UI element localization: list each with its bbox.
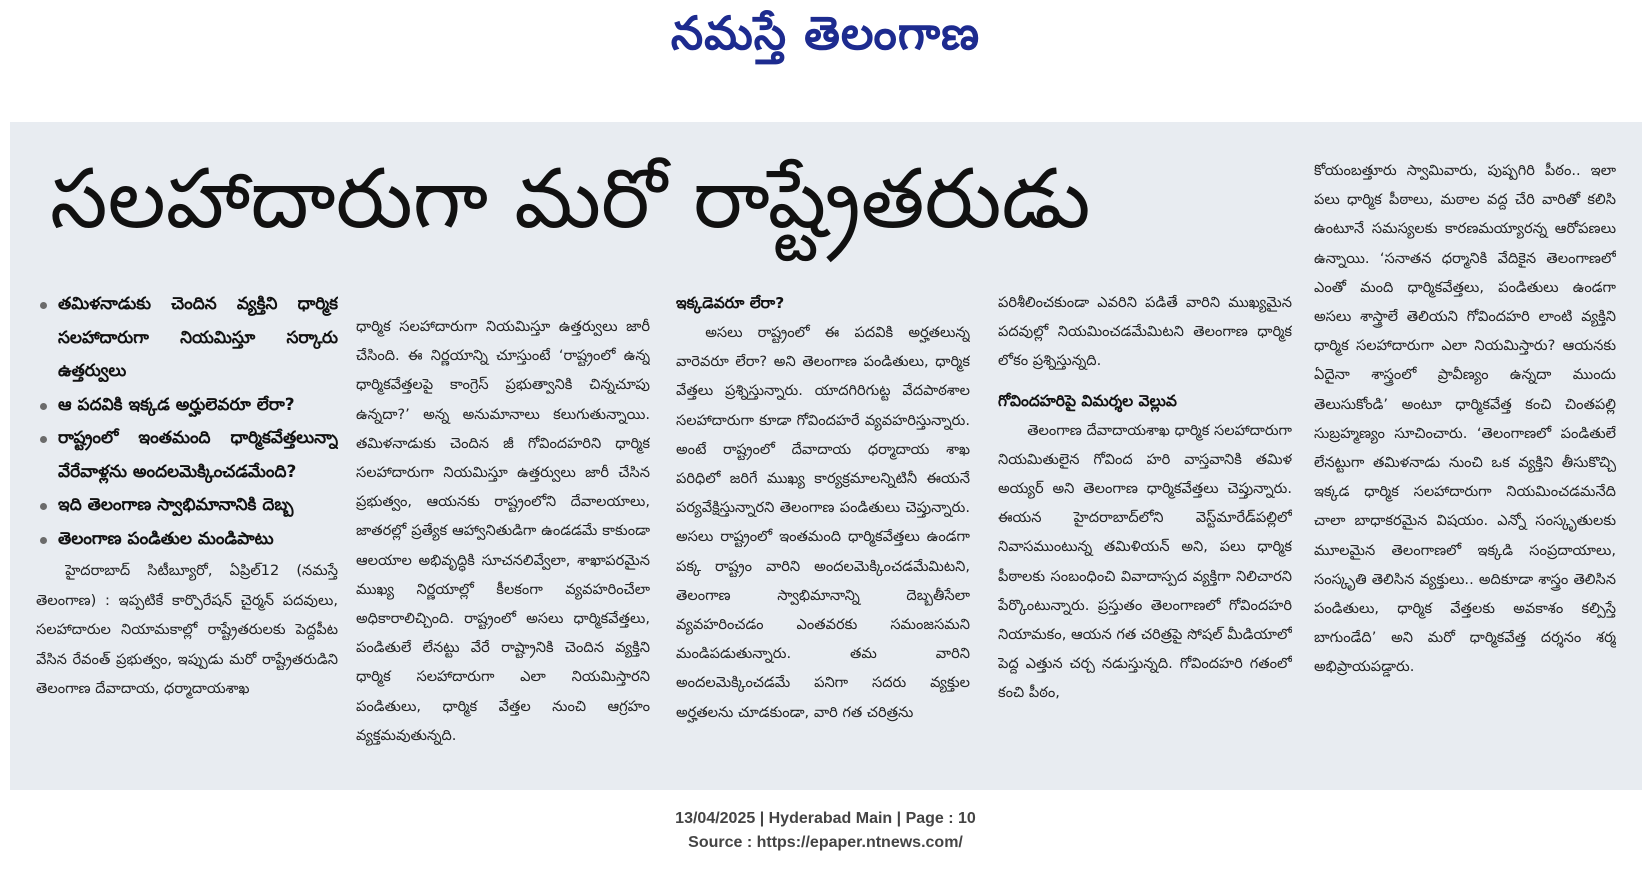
article-column-2	[356, 312, 650, 768]
bullet-point: తెలంగాణ పండితుల మండిపాటు	[36, 523, 338, 557]
bullet-point: రాష్ట్రంలో ఇంతమంది ధార్మికవేత్తలున్నా వేరేవాళ్లను అందలమెక్కించడమేంది?	[36, 422, 338, 489]
body-paragraph: ధార్మిక సలహాదారుగా నియమిస్తూ ఉత్తర్వులు జారీ చేసింది. ఈ నిర్ణయాన్ని చూస్తుంటే ‘రాష్ట్రంలో ఉన్న ధార్మికవేత్తలపై కాంగ్రెస్ ప్రభుత్వానికి చిన్నచూపు ఉన్నదా?’ అన్న అనుమానాలు కలుగుతున్నాయి. తమిళనాడుకు చెందిన జీ గోవిందహరిని ధార్మిక సలహాదారుగా నియమిస్తూ ఉత్తర్వులు జారీ చేసిన ప్రభుత్వం, ఆయనకు రాష్ట్రంలోని దేవాలయాలు, జాతరల్లో ప్రత్యేక ఆహ్వానితుడిగా ఉండడమే కాకుండా ఆలయాల అభివృద్ధికి సూచనలివ్వేలా, శాఖాపరమైన ముఖ్య నిర్ణయాల్లో కీలకంగా వ్యవహరించేలా అధికారాలిచ్చింది. రాష్ట్రంలో అసలు ధార్మికవేత్తలు, పండితులే లేనట్టు వేరే రాష్ట్రానికి చెందిన వ్యక్తిని ధార్మిక సలహాదారుగా ఎలా నియమిస్తారని పండితులు, ధార్మిక వేత్తల నుంచి ఆగ్రహం వ్యక్తమవుతున్నది.	[356, 318, 650, 744]
dateline-paragraph: హైదరాబాద్ సిటీబ్యూరో, ఏప్రిల్12 (నమస్తే తెలంగాణ) : ఇప్పటికే కార్పొరేషన్ చైర్మన్ పదవులు, సలహాదారుల నియామకాల్లో రాష్ట్రేతరులకు పెద్దపీట వేసిన రేవంత్ ప్రభుత్వం, ఇప్పుడు మరో రాష్ట్రేతరుడిని తెలంగాణ దేవాదాయ, ధర్మాదాయశాఖ	[36, 562, 338, 698]
body-paragraph: తెలంగాణ దేవాదాయశాఖ ధార్మిక సలహాదారుగా నియమితులైన గోవింద హరి వాస్తవానికి తమిళ అయ్యర్ అని తెలంగాణ ధార్మికవేత్తలు చెప్తున్నారు. ఈయన హైదరాబాద్‌లోని వెస్ట్‌మారేడ్‌పల్లిలో నివాసముంటున్న తమిళియన్ అని, పలు ధార్మిక పీఠాలకు సంబంధించి వివాదాస్పద వ్యక్తిగా నిలిచారని పేర్కొంటున్నారు. ప్రస్తుతం తెలంగాణలో గోవిందహరి నియామకం, ఆయన గత చరిత్రపై సోషల్ మీడియాలో పెద్ద ఎత్తున చర్చ నడుస్తున్నది. గోవిందహరి గతంలో కంచి పీఠం,	[998, 421, 1292, 702]
article-column-3	[676, 288, 970, 768]
article-column-1	[36, 288, 338, 704]
subheading: ఇక్కడెవరూ లేరా?	[676, 294, 785, 312]
article-column-4	[998, 288, 1292, 768]
bullet-point: తమిళనాడుకు చెందిన వ్యక్తిని ధార్మిక సలహాదారుగా నియమిస్తూ సర్కారు ఉత్తర్వులు	[36, 288, 338, 389]
article-headline: సలహాదారుగా మరో రాష్ట్రేతరుడు	[50, 152, 1091, 247]
source-url: Source : https://epaper.ntnews.com/	[688, 834, 963, 851]
body-paragraph: కోయంబత్తూరు స్వామివారు, పుష్పగిరి పీఠం.. ఇలా పలు ధార్మిక పీఠాలు, మఠాల వద్ద చేరి వారితో కలిసి ఉంటూనే సమస్యలకు కారణమయ్యారన్న ఆరోపణలు ఉన్నాయి. ‘సనాతన ధర్మానికి వేదికైన తెలంగాణలో ఎంతో మంది ధార్మికవేత్తలు, పండితులు ఉండగా అసలు శాస్త్రాలే తెలియని గోవిందహరి లాంటి వ్యక్తిని ధార్మిక సలహాదారుగా ఎలా నియమిస్తారు? ఆయనకు ఏదైనా శాస్త్రంలో ప్రావీణ్యం ఉన్నదా ముందు తెలుసుకోండి’ అంటూ ధార్మికవేత్త కంచి చింతపల్లి సుబ్రహ్మణ్యం సూచించారు. ‘తెలంగాణలో పండితులే లేనట్టుగా తమిళనాడు నుంచి ఒక వ్యక్తిని తీసుకొచ్చి ఇక్కడ ధార్మిక సలహాదారుగా నియమించడమనేది చాలా బాధాకరమైన విషయం. ఎన్నో సంస్కృతులకు మూలమైన తెలంగాణలో ఇక్కడి సంప్రదాయాలు, సంస్కృతి తెలిసిన వ్యక్తులు.. అదికూడా శాస్త్రం తెలిసిన పండితులు, ధార్మిక వేత్తలకు అవకాశం కల్పిస్తే బాగుండేది’ అని మరో ధార్మికవేత్త దర్శనం శర్మ అభిప్రాయపడ్డారు.	[1314, 162, 1616, 676]
subheading: గోవిందహరిపై విమర్శల వెల్లువ	[998, 391, 1177, 410]
highlight-bullets	[36, 288, 338, 556]
page-info: 13/04/2025 | Hyderabad Main | Page : 10	[675, 810, 976, 827]
body-paragraph: పరిశీలించకుండా ఎవరిని పడితే వారిని ముఖ్యమైన పదవుల్లో నియమించడమేమిటని తెలంగాణ ధార్మిక లోకం ప్రశ్నిస్తున్నది.	[998, 294, 1292, 370]
newspaper-masthead: నమస్తే తెలంగాణ	[670, 6, 981, 60]
bullet-point: ఇది తెలంగాణ స్వాభిమానానికి దెబ్బ	[36, 489, 338, 523]
body-paragraph: అసలు రాష్ట్రంలో ఈ పదవికి అర్హతలున్న వారెవరూ లేరా? అని తెలంగాణ పండితులు, ధార్మిక వేత్తలు ప్రశ్నిస్తున్నారు. యాదగిరిగుట్ట వేదపాఠశాల సలహాదారుగా కూడా గోవిందహరే వ్యవహరిస్తున్నారు. అంటే రాష్ట్రంలో దేవాదాయ ధర్మాదాయ శాఖ పరిధిలో జరిగే ముఖ్య కార్యక్రమాలన్నిటినీ ఈయనే పర్యవేక్షిస్తున్నారని తెలంగాణ పండితులు చెప్తున్నారు. అసలు రాష్ట్రంలో ఇంతమంది ధార్మికవేత్తలు ఉండగా పక్క రాష్ట్రం వారిని అందలమెక్కించడమేమిటని, తెలంగాణ స్వాభిమానాన్ని దెబ్బతీసేలా వ్యవహరించడం ఎంతవరకు సమంజసమని మండిపడుతున్నారు. తమ వారిని అందలమెక్కించడమే పనిగా సదరు వ్యక్తుల అర్హతలను చూడకుండా, వారి గత చరిత్రను	[676, 324, 970, 721]
bullet-point: ఆ పదవికి ఇక్కడ అర్హులెవరూ లేరా?	[36, 389, 338, 423]
article-column-5	[1314, 156, 1616, 768]
